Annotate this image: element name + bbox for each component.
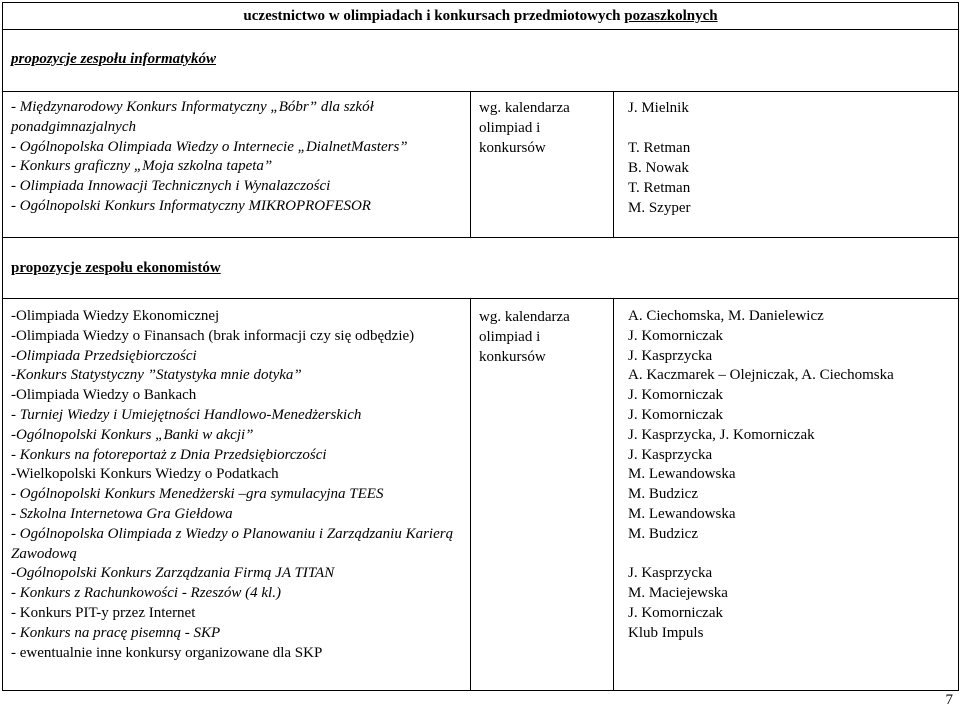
teacher-name: Klub Impuls [628, 624, 704, 641]
teacher-name: M. Budzicz [628, 525, 698, 542]
table-title [3, 3, 959, 30]
term-line: olimpiad i [479, 329, 541, 345]
teacher-name: M. Lewandowska [628, 466, 736, 483]
list-item: - Konkurs z Rachunkowości - Rzeszów (4 kl.) [11, 585, 281, 602]
teacher-name: M. Maciejewska [628, 585, 728, 602]
list-item: - Szkolna Internetowa Gra Giełdowa [11, 505, 233, 522]
term-line: wg. kalendarza [479, 100, 570, 116]
informatycy-teachers [614, 92, 959, 238]
list-item: - Konkurs PIT-y przez Internet [11, 604, 196, 621]
table-title-text: uczestnictwo w olimpiadach i konkursach przedmiotowych [243, 8, 625, 24]
teacher-name: T. Retman [628, 180, 691, 196]
teacher-name: J. Komorniczak [628, 406, 723, 423]
list-item: -Wielkopolski Konkurs Wiedzy o Podatkach [11, 466, 279, 483]
teacher-name: J. Kasprzycka [628, 347, 713, 364]
page-number: 7 [945, 692, 953, 708]
list-item: - Międzynarodowy Konkurs Informatyczny „Bóbr” dla szkół [11, 99, 374, 115]
list-item: -Olimpiada Wiedzy o Finansach (brak informacji czy się odbędzie) [11, 327, 415, 344]
teacher-name: J. Mielnik [628, 100, 689, 116]
ekonomisci-term [471, 299, 614, 691]
list-item: Zawodową [11, 545, 77, 562]
teacher-name [628, 118, 950, 138]
ekonomisci-teachers [614, 299, 959, 691]
list-item: - Konkurs graficzny „Moja szkolna tapeta” [11, 158, 273, 175]
list-item: -Ogólnopolski Konkurs Zarządzania Firmą JA TITAN [11, 565, 335, 582]
teacher-name: J. Kasprzycka, J. Komorniczak [628, 426, 815, 443]
list-item: - Turniej Wiedzy i Umiejętności Handlowo-Menedżerskich [11, 406, 362, 423]
list-item: -Ogólnopolski Konkurs „Banki w akcji” [11, 426, 254, 443]
teacher-name: T. Retman [628, 140, 691, 156]
list-item: - Ogólnopolski Konkurs Informatyczny MIKROPROFESOR [11, 197, 371, 214]
teacher-name: A. Ciechomska, M. Danielewicz [628, 308, 824, 324]
teacher-name: J. Kasprzycka [628, 565, 713, 582]
teacher-name: J. Komorniczak [628, 327, 723, 344]
section-heading-ekonomisci: propozycje zespołu ekonomistów [3, 238, 959, 299]
teacher-name: M. Szyper [628, 200, 691, 216]
teacher-name [628, 545, 950, 565]
term-line: konkursów [479, 349, 546, 365]
list-item: - Ogólnopolski Konkurs Menedżerski –gra symulacyjna TEES [11, 486, 384, 503]
term-line: wg. kalendarza [479, 309, 570, 325]
list-item: -Olimpiada Wiedzy o Bankach [11, 387, 197, 404]
teacher-name: J. Komorniczak [628, 387, 723, 404]
list-item: - Ogólnopolska Olimpiada Wiedzy o Internecie „DialnetMasters” [11, 138, 408, 155]
informatycy-term [471, 92, 614, 238]
teacher-name: M. Budzicz [628, 486, 698, 503]
teacher-name: A. Kaczmarek – Olejniczak, A. Ciechomska [628, 367, 894, 384]
informatycy-competitions [3, 92, 471, 238]
list-item: -Konkurs Statystyczny ”Statystyka mnie dotyka” [11, 367, 302, 384]
ekonomisci-competitions [3, 299, 471, 691]
list-item: -Olimpiada Wiedzy Ekonomicznej [11, 308, 220, 324]
list-item: -Olimpiada Przedsiębiorczości [11, 347, 197, 364]
teacher-name: J. Komorniczak [628, 604, 723, 621]
list-item: - Konkurs na fotoreportaż z Dnia Przedsiębiorczości [11, 446, 327, 463]
term-line: olimpiad i [479, 120, 541, 136]
list-item: - Konkurs na pracę pisemną - SKP [11, 624, 221, 641]
list-item: - Olimpiada Innowacji Technicznych i Wynalazczości [11, 178, 331, 195]
list-item: ponadgimnazjalnych [11, 118, 136, 135]
teacher-name: M. Lewandowska [628, 505, 736, 522]
term-line: konkursów [479, 140, 546, 156]
competitions-table [2, 2, 959, 691]
table-title-underlined: pozaszkolnych [624, 8, 718, 24]
section-heading-informatycy: propozycje zespołu informatyków [3, 30, 959, 92]
teacher-name: J. Kasprzycka [628, 446, 713, 463]
teacher-name: B. Nowak [628, 160, 689, 176]
list-item: - ewentualnie inne konkursy organizowane dla SKP [11, 644, 323, 661]
list-item: - Ogólnopolska Olimpiada z Wiedzy o Planowaniu i Zarządzaniu Karierą [11, 525, 454, 542]
